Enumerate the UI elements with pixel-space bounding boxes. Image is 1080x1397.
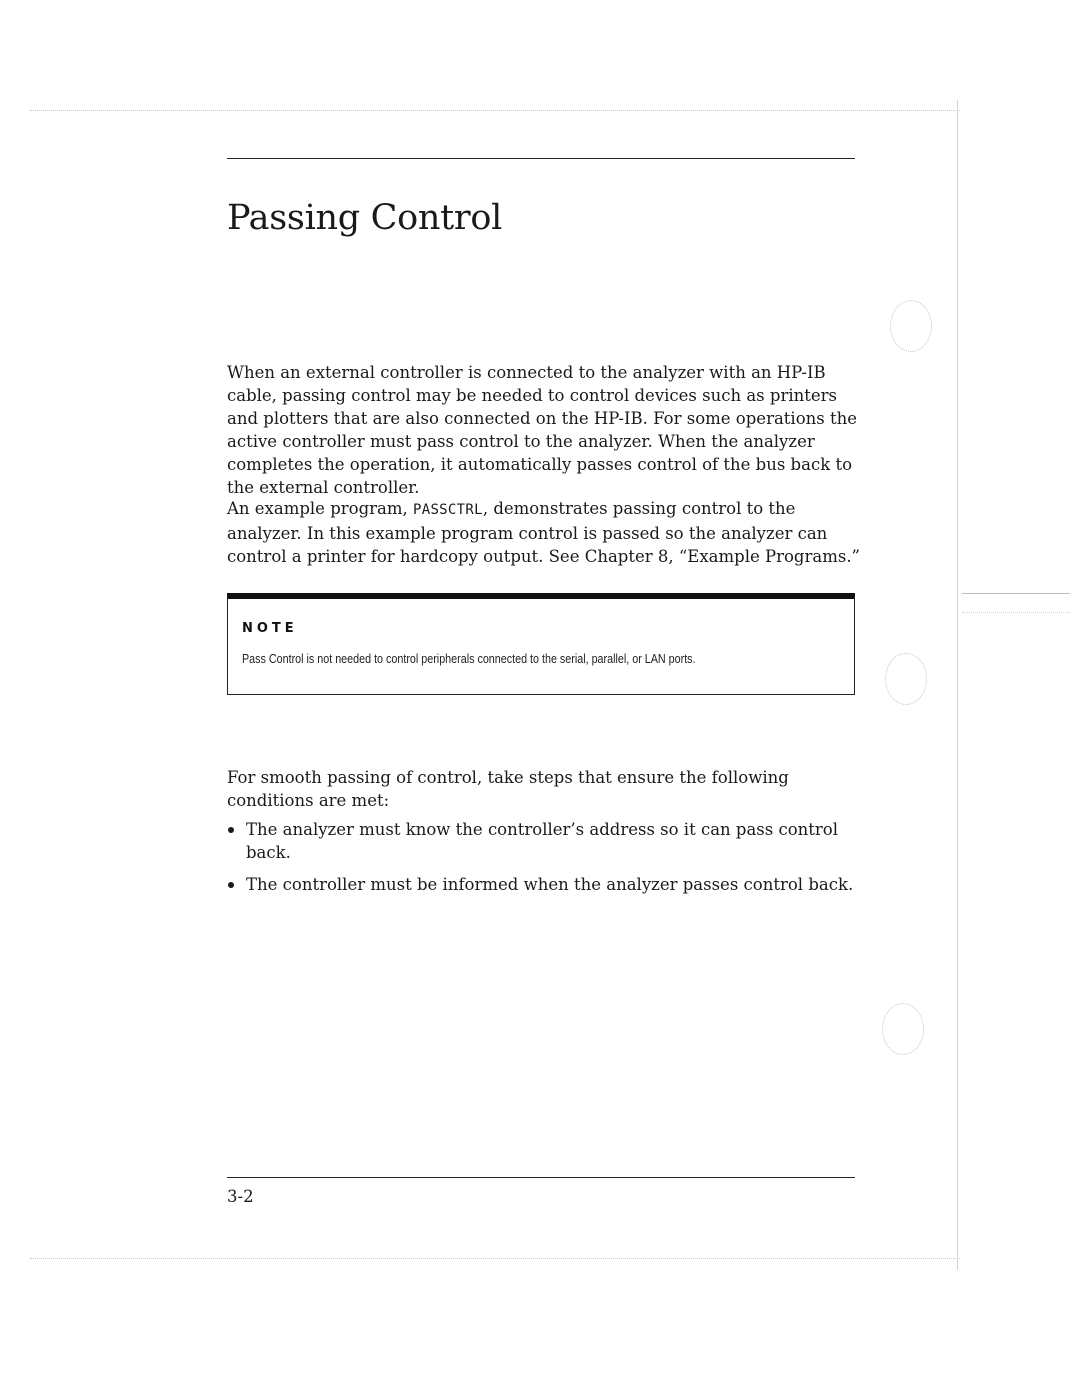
page-title: Passing Control: [227, 198, 502, 238]
example-text-before: An example program,: [227, 499, 413, 518]
list-item-text: The controller must be informed when the analyzer passes control back.: [246, 875, 854, 894]
list-item-text: The analyzer must know the controller’s address so it can pass control back.: [246, 820, 839, 862]
list-item: [227, 873, 867, 896]
scan-edge-top: [30, 110, 960, 111]
binder-hole: [890, 300, 932, 352]
note-label: NOTE: [242, 621, 298, 636]
intro-paragraph: When an external controller is connected to the analyzer with an HP-IB cable, passing control may be needed to control devices such as printers and plotters that are also connected on the HP-IB. For some operations the active controller must pass control to the analyzer. When the analyzer completes the operation, it automatically passes control of the bus back to the external controller.: [227, 363, 857, 497]
binder-hole: [882, 1003, 924, 1055]
header-rule: [227, 158, 855, 159]
conditions-paragraph: For smooth passing of control, take steps that ensure the following conditions are met:: [227, 768, 789, 810]
example-paragraph: [227, 497, 867, 568]
conditions-list: [227, 818, 867, 905]
example-text-after: , demonstrates passing control to the analyzer. In this example program control is passed so the analyzer can control a printer for hardcopy output. See Chapter 8, “Example Programs.”: [227, 499, 860, 566]
list-item: [227, 818, 867, 864]
bullet-icon: [228, 882, 234, 888]
scan-edge-bottom: [30, 1258, 960, 1259]
tab-divider-line: [962, 593, 1070, 594]
note-text: Pass Control is not needed to control peripherals connected to the serial, parallel, or LAN ports.: [242, 652, 696, 666]
footer-rule: [227, 1177, 855, 1178]
program-name: PASSCTRL: [413, 502, 483, 518]
tab-divider-line-dotted: [962, 612, 1070, 613]
page-number: 3-2: [227, 1187, 254, 1206]
note-box: [227, 593, 855, 695]
bullet-icon: [228, 827, 234, 833]
binder-hole: [885, 653, 927, 705]
page-right-edge: [957, 100, 958, 1270]
